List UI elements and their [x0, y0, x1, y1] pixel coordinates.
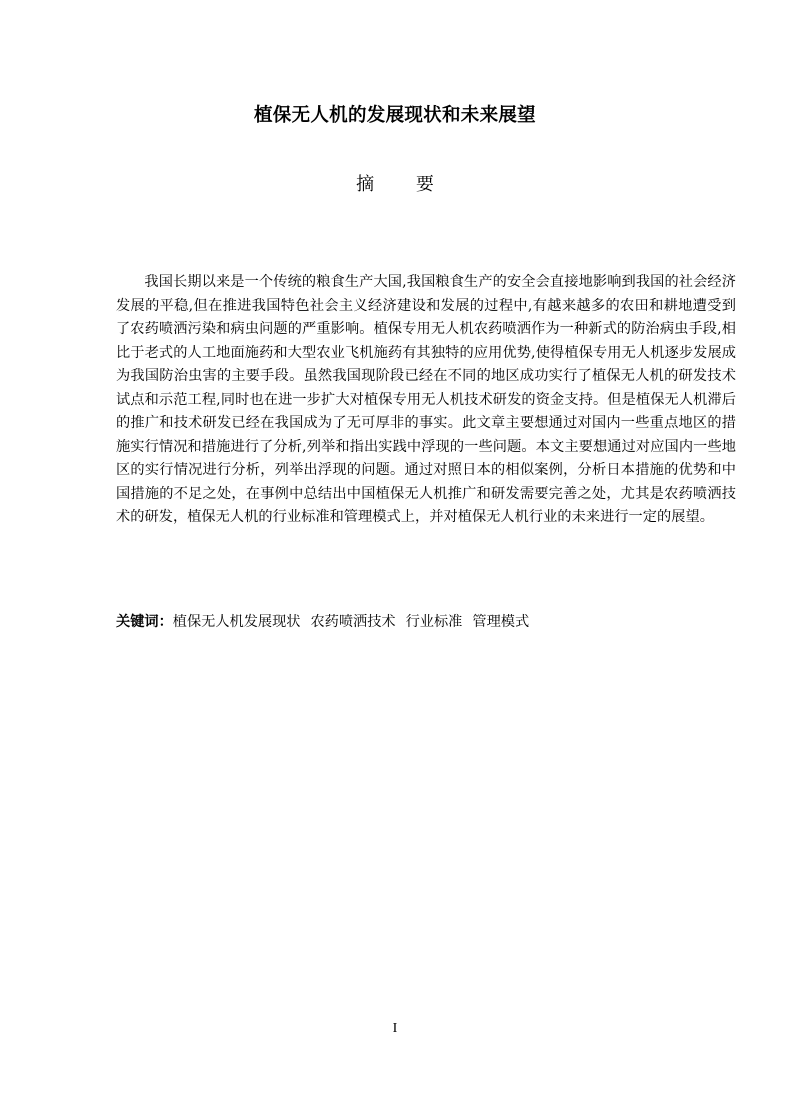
keyword-4: 管理模式 — [472, 614, 530, 630]
keyword-3: 行业标准 — [405, 614, 463, 630]
abstract-body: 我国长期以来是一个传统的粮食生产大国,我国粮食生产的安全会直接地影响到我国的社会经济发展的平稳,但在推进我国特色社会主义经济建设和发展的过程中,有越来越多的农田和耕地遭受到了农药喷洒污染和病虫问题的严重影响。植保专用无人机农药喷洒作为一种新式的防治病虫手段,相比于老式的人工地面施药和大型农业飞机施药有其独特的应用优势,使得植保专用无人机逐步发展成为我国防治虫害的主要手段。虽然我国现阶段已经在不同的地区成功实行了植保无人机的研发技术试点和示范工程,同时也在进一步扩大对植保专用无人机技术研发的资金支持。但是植保无人机滞后的推广和技术研发已经在我国成为了无可厚非的事实。此文章主要想通过对国内一些重点地区的措施实行情况和措施进行了分析,列举和指出实践中浮现的一些问题。本文主要想通过对应国内一些地区的实行情况进行分析，列举出浮现的问题。通过对照日本的相似案例，分析日本措施的优势和中国措施的不足之处，在事例中总结出中国植保无人机推广和研发需要完善之处，尤其是农药喷洒技术的研发，植保无人机的行业标准和管理模式上，并对植保无人机行业的未来进行一定的展望。 — [116, 274, 736, 525]
keyword-1: 植保无人机发展现状 — [172, 614, 301, 630]
abstract-heading: 摘 要 — [356, 174, 452, 195]
page-number: I — [392, 1021, 398, 1036]
keywords-label: 关键词： — [116, 614, 173, 630]
paper-title: 植保无人机的发展现状和未来展望 — [253, 105, 536, 126]
keywords-line — [116, 611, 736, 635]
keyword-2: 农药喷洒技术 — [310, 614, 396, 630]
